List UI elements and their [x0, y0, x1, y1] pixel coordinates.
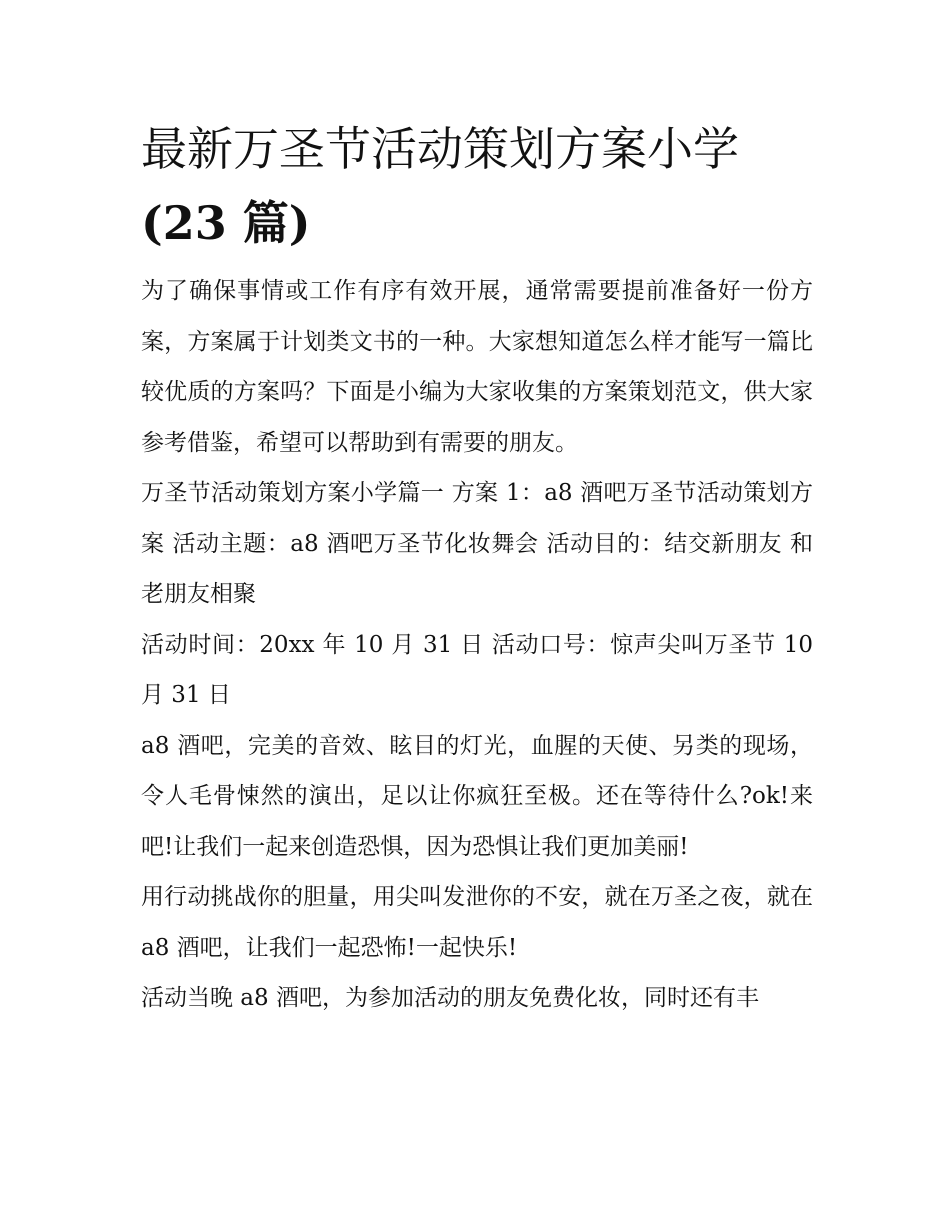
paragraph-makeup: 活动当晚 a8 酒吧，为参加活动的朋友免费化妆，同时还有丰: [141, 985, 759, 1011]
paragraph-intro: 为了确保事情或工作有序有效开展，通常需要提前准备好一份方案，方案属于计划类文书的一种。大家想知道怎么样才能写一篇比较优质的方案吗？下面是小编为大家收集的方案策划范文，供大家参考借鉴，希望可以帮助到有需要的朋友。: [141, 278, 813, 456]
title-line-1: 最新万圣节活动策划方案小学: [141, 122, 739, 176]
document-content: [141, 112, 813, 1024]
paragraph-plan-heading: 万圣节活动策划方案小学篇一 方案 1：a8 酒吧万圣节活动策划方案 活动主题：a8 酒吧万圣节化妆舞会 活动目的：结交新朋友 和老朋友相聚: [141, 480, 813, 607]
paragraph-bar-description: a8 酒吧，完美的音效、眩目的灯光，血腥的天使、另类的现场，令人毛骨悚然的演出，足以让你疯狂至极。还在等待什么?ok!来吧!让我们一起来创造恐惧，因为恐惧让我们更加美丽!: [141, 732, 813, 860]
title-line-2: (23 篇): [141, 196, 311, 250]
document-title: [141, 112, 813, 260]
paragraph-challenge: 用行动挑战你的胆量，用尖叫发泄你的不安，就在万圣之夜，就在 a8 酒吧，让我们一起恐怖!一起快乐!: [141, 884, 813, 961]
paragraph-event-time: 活动时间：20xx 年 10 月 31 日 活动口号：惊声尖叫万圣节 10 月 31 日: [141, 631, 813, 708]
